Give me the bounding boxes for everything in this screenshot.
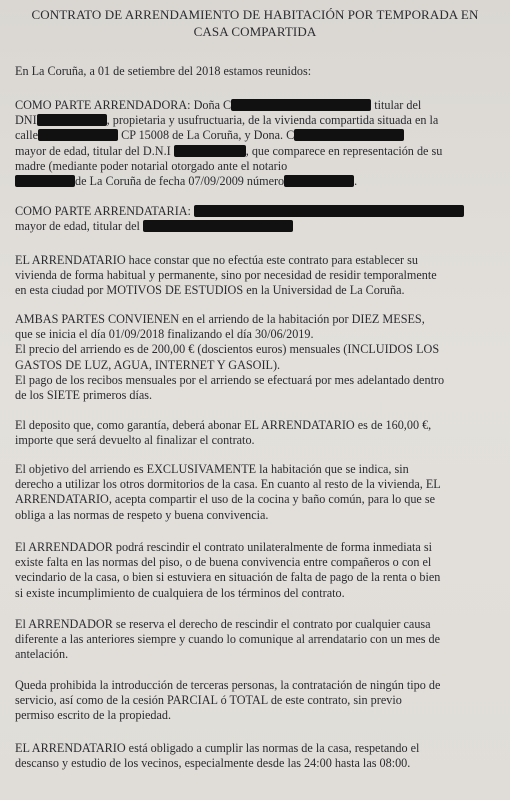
body-paragraph [15,462,493,523]
paragraph-line: EL ARRENDATARIO está obligado a cumplir las normas de la casa, respetando el [15,741,420,755]
arrendadora-line [15,98,493,113]
arrendadora-paragraph [15,98,493,189]
paragraph-line: importe que será devuelto al finalizar el contrato. [15,433,255,448]
arrendataria-paragraph [15,204,493,234]
redaction-bar [38,129,118,141]
paragraph-line: permiso escrito de la propiedad. [15,708,172,723]
paragraph-line: obliga a las normas de respeto y buena convivencia. [15,507,269,522]
redaction-bar [174,145,246,157]
redaction-bar [294,129,404,141]
arrendataria-line [15,204,493,219]
paragraph-line: El ARRENDADOR podrá rescindir el contrato unilateralmente de forma inmediata si [15,540,432,554]
body-paragraph [15,253,493,299]
text: . [354,174,358,189]
text: mayor de edad, titular del [15,219,140,234]
redaction-bar [37,114,107,126]
redaction-bar [15,175,75,187]
body-paragraph [15,617,493,663]
paragraph-line: El pago de los recibos mensuales por el arriendo se efectuará por mes adelantado dentro [15,372,445,387]
paragraph-line: que se inicia el día 01/09/2018 finalizando el día 30/06/2019. [15,327,314,342]
intro-text: En La Coruña, a 01 de setiembre del 2018 estamos reunidos: [15,64,312,78]
body-paragraph [15,678,493,724]
text: COMO PARTE ARRENDADORA: Doña C [15,98,232,112]
arrendadora-line [15,113,493,128]
paragraph-line: El ARRENDADOR se reserva el derecho de rescindir el contrato por cualquier causa [15,617,431,631]
paragraph-line: descanso y estudio de los vecinos, especialmente desde las 24:00 hasta las 08:00. [15,756,411,771]
paragraph-line: servicio, así como de la cesión PARCIAL ó TOTAL de este contrato, sin previo [15,693,402,708]
intro-paragraph [15,64,493,79]
text: , propietaria y usufructuaria, de la vivienda compartida situada en la [106,113,439,128]
paragraph-line: El objetivo del arriendo es EXCLUSIVAMENTE la habitación que se indica, sin [15,462,409,476]
text: madre (mediante poder notarial otorgado ante el notario [15,158,288,173]
paragraph-line: diferente a las anteriores siempre y cuando lo comunique al arrendatario con un mes de [15,632,441,647]
redaction-bar [284,175,354,187]
paragraph-line: vivienda de forma habitual y permanente, sino por necesidad de residir temporalmente [15,268,437,283]
title-line: CASA COMPARTIDA [193,24,317,39]
paragraph-line: existe falta en las normas del piso, o de buena convivencia entre compañeros o con el [15,555,432,570]
paragraph-line: EL ARRENDATARIO hace constar que no efectúa este contrato para establecer su [15,253,418,267]
text: de La Coruña de fecha 07/09/2009 número [75,174,285,189]
redaction-bar [143,220,293,232]
text: , que comparece en representación de su [245,143,443,158]
paragraph-line: El deposito que, como garantía, deberá abonar EL ARRENDATARIO es de 160,00 €, [15,418,432,432]
paragraph-line: vecindario de la casa, o bien si estuviera en situación de falta de pago de la renta o bien [15,570,441,585]
body-paragraph [15,741,493,771]
paragraph-line: de los SIETE primeros días. [15,388,153,403]
paragraph-line: antelación. [15,647,69,662]
title-line: CONTRATO DE ARRENDAMIENTO DE HABITACIÓN POR TEMPORADA EN [31,7,479,22]
paragraph-line: GASTOS DE LUZ, AGUA, INTERNET Y GASOIL). [15,357,281,372]
text: titular del [374,98,422,112]
text: COMO PARTE ARRENDATARIA: [15,204,191,218]
paragraph-line: El precio del arriendo es de 200,00 € (doscientos euros) mensuales (INCLUIDOS LOS [15,342,440,357]
arrendadora-line [15,174,493,189]
body-paragraph [15,418,493,448]
paragraph-line: en esta ciudad por MOTIVOS DE ESTUDIOS en la Universidad de La Coruña. [15,283,405,298]
redaction-bar [231,99,371,111]
body-paragraph [15,312,493,403]
text: calle [15,128,39,143]
text: CP 15008 de La Coruña, y Dona. C [121,128,295,143]
document-title [0,6,510,40]
paragraph-line: AMBAS PARTES CONVIENEN en el arriendo de la habitación por DIEZ MESES, [15,312,425,326]
body-paragraph [15,540,493,601]
paragraph-line: si existe incumplimiento de cualquiera de los términos del contrato. [15,585,345,600]
paragraph-line: Queda prohibida la introducción de terceras personas, la contratación de ningún tipo de [15,678,441,692]
arrendadora-line [15,159,493,174]
text: mayor de edad, titular del D.N.I [15,143,171,158]
paragraph-line: derecho a utilizar los otros dormitorios de la casa. En cuanto al resto de la vivienda, EL [15,477,441,492]
text: DNI [15,113,37,128]
redaction-bar [194,205,464,217]
arrendataria-line [15,219,493,234]
arrendadora-line [15,144,493,159]
paragraph-line: ARRENDATARIO, acepta compartir el uso de la cocina y baño común, para lo que se [15,492,436,507]
arrendadora-line [15,128,493,143]
